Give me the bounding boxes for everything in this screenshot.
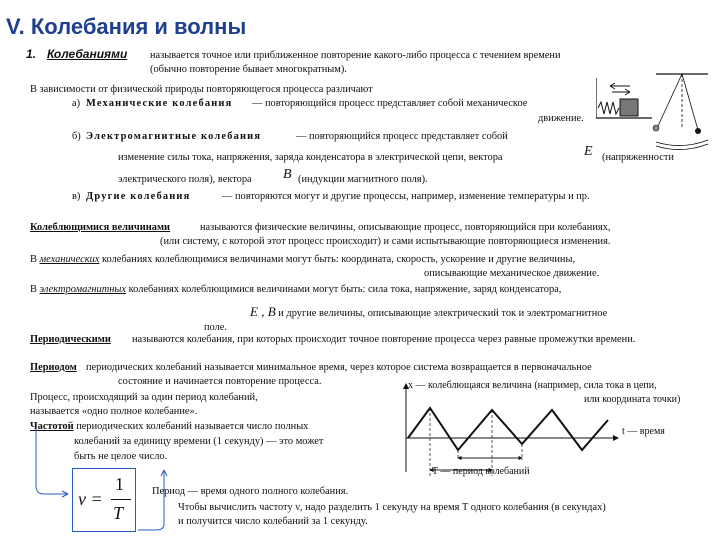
text-line: Частотой периодических колебаний называется число полных <box>30 421 309 432</box>
term-frequency: Частотой <box>30 421 74 432</box>
graph-t-label: t — время <box>622 426 665 437</box>
formula-text: Период — время одного полного колебания. <box>152 486 349 497</box>
frequency-formula-box <box>72 468 136 532</box>
term-mechanical: Механические колебания <box>86 98 233 109</box>
formula-lhs: ν = <box>78 489 103 509</box>
text-line: (напряженности <box>602 152 674 163</box>
term-oscillating-quantities: Колеблющимися величинами <box>30 222 171 233</box>
fraction-bar <box>111 499 131 500</box>
text-line: движение. <box>538 113 584 124</box>
text-line: электрического поля), вектора <box>118 174 252 185</box>
text-line: описывающие механическое движение. <box>424 268 600 279</box>
formula-numerator: 1 <box>115 474 124 494</box>
text-line: В зависимости от физической природы повторяющегося процесса различают <box>30 84 373 95</box>
formula-denominator: T <box>113 503 124 523</box>
text-line: В электромагнитных колебаниях колеблющимися величинами могут быть: сила тока, напряжение, заряд конденсатора, <box>30 284 562 295</box>
item-label: б) <box>72 131 81 142</box>
section-number: 1. <box>26 47 37 61</box>
item-label: а) <box>72 98 81 109</box>
term-periodic: Периодическими <box>30 334 111 345</box>
definition-line: называется точное или приближенное повторение какого-либо процесса с течением времени <box>150 50 561 61</box>
text-line: быть не целое число. <box>74 451 168 462</box>
pendulum-spring-illustration <box>596 70 712 156</box>
text-line: E , B и другие величины, описывающие электрический ток и электромагнитное <box>250 304 608 319</box>
definition-line: периодических колебаний называется минимальное время, через которое система возвращается в первоначальное <box>86 362 592 373</box>
oscillation-curve <box>408 408 608 450</box>
graph-period-label: T — период колебаний <box>432 466 530 477</box>
term-other: Другие колебания <box>86 191 191 202</box>
definition-line: (обычно повторение бывает многократным). <box>150 64 347 75</box>
text-line: — повторяются могут и другие процессы, например, изменение температуры и пр. <box>222 191 590 202</box>
text-line: — повторяющийся процесс представляет собой механическое <box>252 98 528 109</box>
text-line: (индукции магнитного поля). <box>298 174 428 185</box>
text-line: изменение силы тока, напряжения, заряда конденсатора в электрической цепи, вектора <box>118 152 503 163</box>
formula-text: Чтобы вычислить частоту ν, надо разделить 1 секунду на время T одного колебания (в секундах) <box>178 502 606 513</box>
text-line: В механических колебаниях колеблющимися величинами могут быть: координата, скорость, ускорение и другие величины, <box>30 254 576 265</box>
text-line: — повторяющийся процесс представляет собой <box>296 131 508 142</box>
item-label: в) <box>72 191 81 202</box>
text-line: Процесс, происходящий за один период колебаний, <box>30 392 258 403</box>
vector-b: B <box>283 167 292 182</box>
definition-line: (или систему, с которой этот процесс происходит) и сами испытывающие повторяющиеся изменения. <box>160 236 611 247</box>
vector-e: E <box>584 144 593 159</box>
text-line: поле. <box>204 322 228 333</box>
formula-text: и получится число колебаний за 1 секунду. <box>178 516 368 527</box>
definition-line: состояние и начинается повторение процесса. <box>118 376 322 387</box>
text-line: называется «одно полное колебание». <box>30 406 198 417</box>
term-oscillations: Колебаниями <box>47 47 128 61</box>
graph-y-label-2: или координата точки) <box>584 394 681 405</box>
page-title: V. Колебания и волны <box>6 14 247 39</box>
graph-y-label: x — колеблющаяся величина (например, сила тока в цепи, <box>408 380 657 391</box>
term-period: Периодом <box>30 362 77 373</box>
text-line: колебаний за единицу времени (1 секунду) — это может <box>74 436 324 447</box>
definition-line: называются колебания, при которых происходит точное повторение процесса через равные промежутки времени. <box>132 334 636 345</box>
term-electromagnetic: Электромагнитные колебания <box>86 131 262 142</box>
definition-line: называются физические величины, описывающие процесс, повторяющийся при колебаниях, <box>200 222 611 233</box>
